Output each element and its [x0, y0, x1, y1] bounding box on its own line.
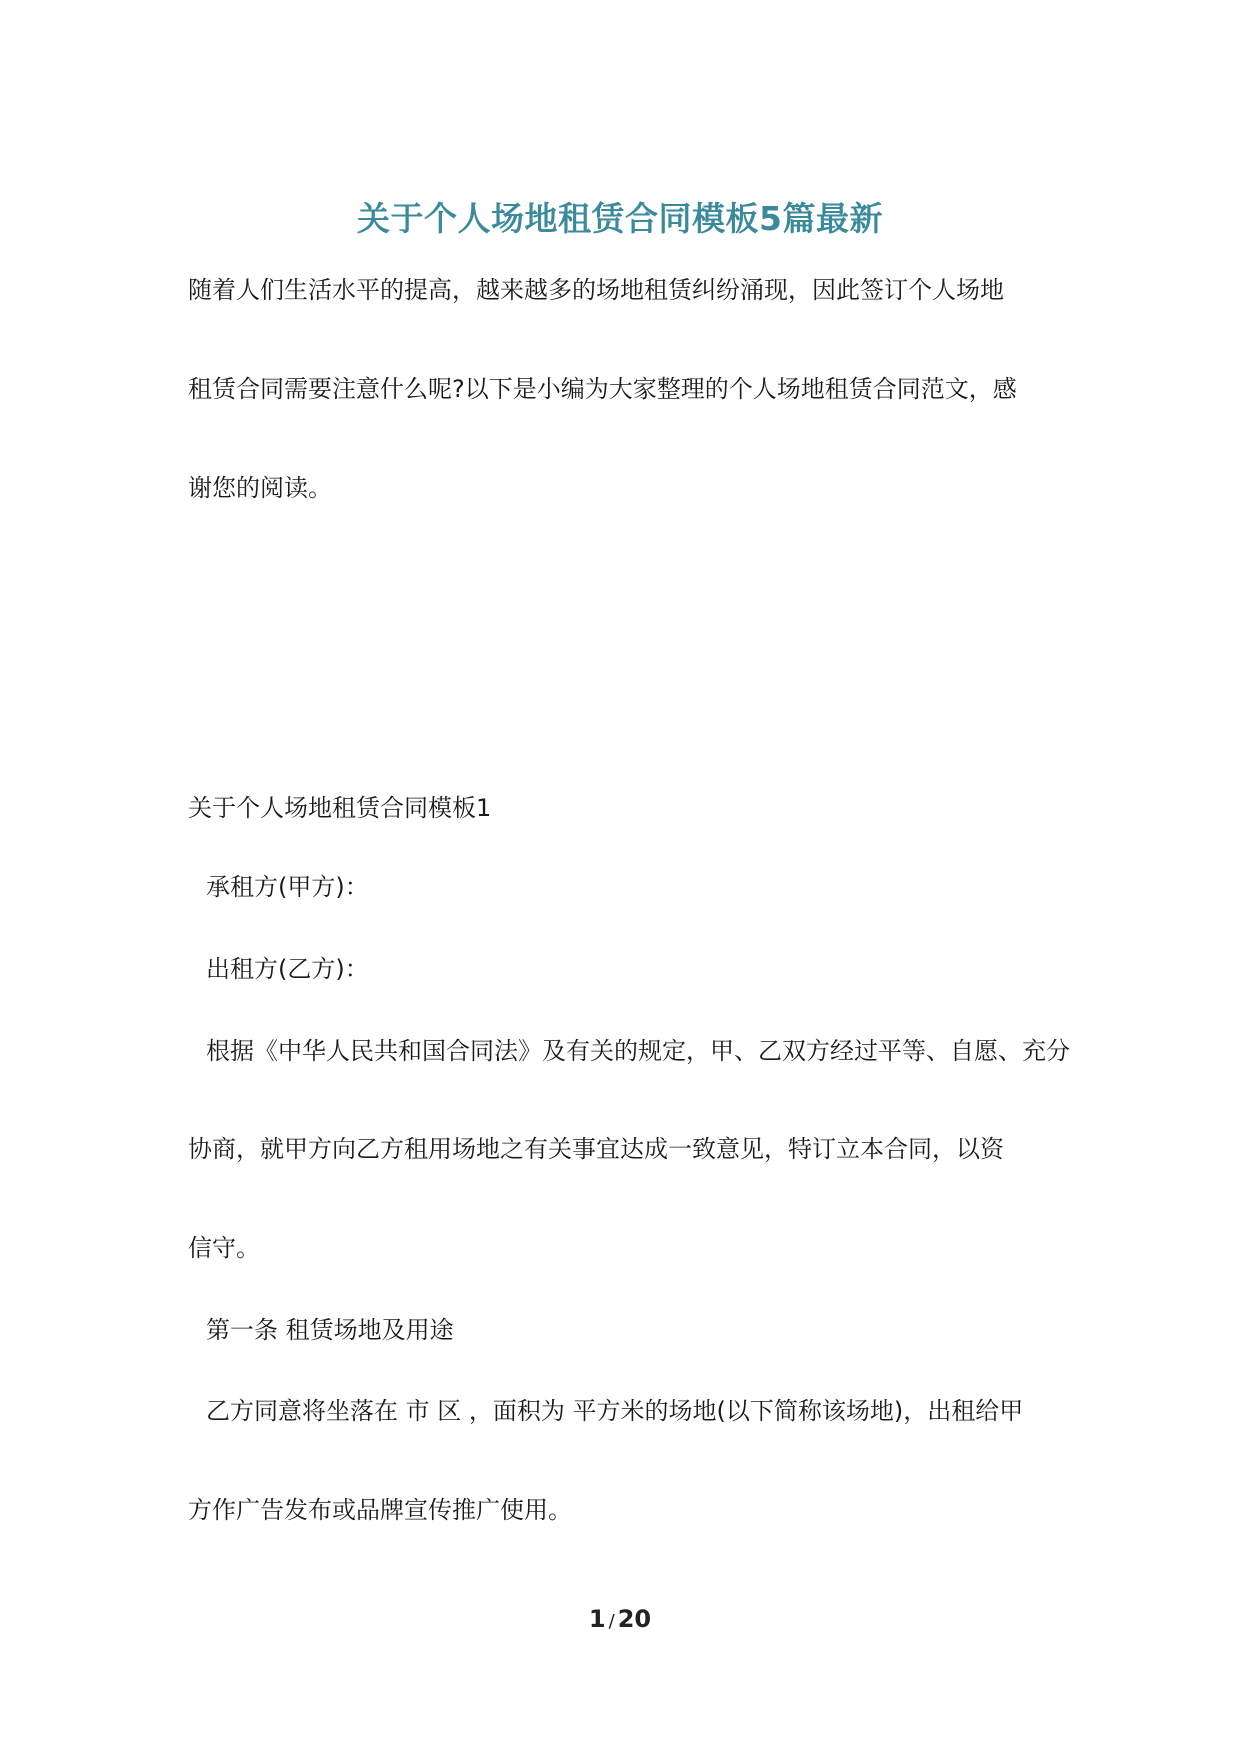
preamble-line-3: 信守。 — [188, 1234, 260, 1262]
article1-body-line-1: 乙方同意将坐落在 市 区 ，面积为 平方米的场地(以下简称该场地)，出租给甲 — [206, 1397, 1024, 1425]
lessor-label: 出租方(乙方)： — [206, 955, 369, 983]
document-title: 关于个人场地租赁合同模板5篇最新 — [357, 199, 883, 238]
preamble-line-1: 根据《中华人民共和国合同法》及有关的规定，甲、乙双方经过平等、自愿、充分 — [206, 1037, 1070, 1065]
intro-line-2: 租赁合同需要注意什么呢?以下是小编为大家整理的个人场地租赁合同范文，感 — [188, 375, 1017, 403]
intro-line-3: 谢您的阅读。 — [188, 474, 332, 502]
intro-line-1: 随着人们生活水平的提高，越来越多的场地租赁纠纷涌现，因此签订个人场地 — [188, 276, 1004, 304]
article1-heading: 第一条 租赁场地及用途 — [206, 1316, 454, 1344]
total-pages: 20 — [617, 1605, 652, 1633]
article1-body-line-2: 方作广告发布或品牌宣传推广使用。 — [188, 1496, 572, 1524]
preamble-line-2: 协商，就甲方向乙方租用场地之有关事宜达成一致意见，特订立本合同，以资 — [188, 1135, 1004, 1163]
page-separator: / — [608, 1611, 615, 1632]
section-heading: 关于个人场地租赁合同模板1 — [188, 794, 492, 822]
current-page: 1 — [588, 1605, 606, 1633]
lessee-label: 承租方(甲方)： — [206, 873, 369, 901]
page-number — [0, 1605, 1240, 1633]
